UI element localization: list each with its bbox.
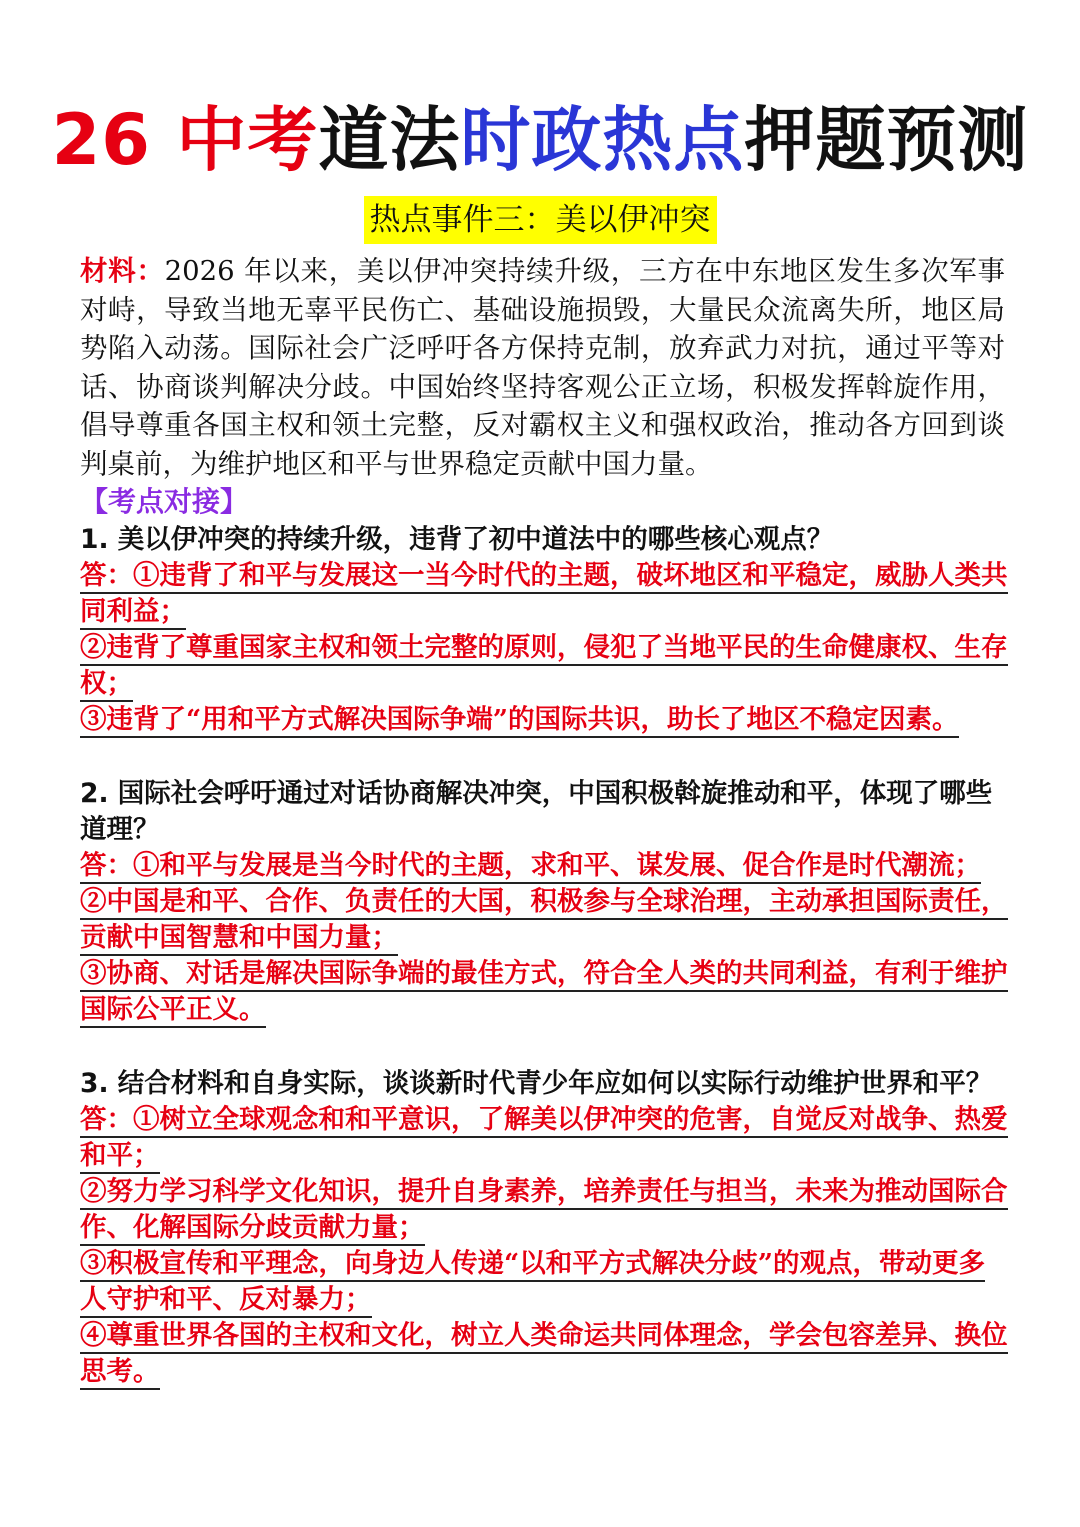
answer-item (80, 1246, 1010, 1318)
answer-item (80, 848, 1010, 884)
event-heading-wrap (0, 196, 1080, 244)
answer-item (80, 956, 1010, 1028)
answer-text: ④尊重世界各国的主权和文化，树立人类命运共同体理念，学会包容差异、换位思考。 (80, 1320, 1008, 1390)
section-heading: 【考点对接】 (80, 485, 249, 518)
answer-text: 答：①违背了和平与发展这一当今时代的主题，破坏地区和平稳定，威胁人类共同利益； (80, 560, 1008, 630)
question-text: 2. 国际社会呼吁通过对话协商解决冲突，中国积极斡旋推动和平，体现了哪些道理？ (80, 778, 993, 845)
answer-item (80, 558, 1010, 630)
answer-text: ②中国是和平、合作、负责任的大国，积极参与全球治理，主动承担国际责任，贡献中国智慧和中国力量； (80, 886, 1008, 956)
answer-text: ②违背了尊重国家主权和领土完整的原则，侵犯了当地平民的生命健康权、生存权； (80, 632, 1008, 702)
page-title (0, 98, 1080, 182)
question-text: 1. 美以伊冲突的持续升级，违背了初中道法中的哪些核心观点？ (80, 524, 834, 555)
question-block-2 (80, 776, 1010, 1028)
title-part-subject: 道法 (318, 99, 461, 181)
answer-text: ③违背了“用和平方式解决国际争端”的国际共识，助长了地区不稳定因素。 (80, 704, 959, 738)
event-heading: 热点事件三：美以伊冲突 (364, 196, 717, 244)
title-part-hotspot: 时政热点 (460, 99, 745, 181)
material-label: 材料： (80, 255, 165, 287)
answer-text: ③协商、对话是解决国际争端的最佳方式，符合全人类的共同利益，有利于维护国际公平正义。 (80, 958, 1008, 1028)
title-part-prediction: 押题预测 (744, 99, 1029, 181)
answer-item (80, 1102, 1010, 1174)
answer-text: 答：①树立全球观念和和平意识，了解美以伊冲突的危害，自觉反对战争、热爱和平； (80, 1104, 1008, 1174)
question-block-1 (80, 522, 1010, 738)
title-part-exam: 26 中考 (51, 99, 319, 181)
answer-item (80, 702, 1010, 738)
answer-text: ③积极宣传和平理念，向身边人传递“以和平方式解决分歧”的观点，带动更多人守护和平、反对暴力； (80, 1248, 985, 1318)
answer-item (80, 1318, 1010, 1390)
material-text: 2026 年以来，美以伊冲突持续升级，三方在中东地区发生多次军事对峙，导致当地无辜平民伤亡、基础设施损毁，大量民众流离失所，地区局势陷入动荡。国际社会广泛呼吁各方保持克制，放弃武力对抗，通过平等对话、协商谈判解决分歧。中国始终坚持客观公正立场，积极发挥斡旋作用，倡导尊重各国主权和领土完整，反对霸权主义和强权政治，推动各方回到谈判桌前，为维护地区和平与世界稳定贡献中国力量。 (80, 255, 1006, 480)
question-block-3 (80, 1066, 1010, 1390)
answer-text: 答：①和平与发展是当今时代的主题，求和平、谋发展、促合作是时代潮流； (80, 850, 981, 884)
answer-item (80, 630, 1010, 702)
answer-item (80, 884, 1010, 956)
answer-item (80, 1174, 1010, 1246)
question-text: 3. 结合材料和自身实际，谈谈新时代青少年应如何以实际行动维护世界和平？ (80, 1068, 993, 1099)
material-paragraph (80, 252, 1005, 483)
answer-text: ②努力学习科学文化知识，提升自身素养，培养责任与担当，未来为推动国际合作、化解国际分歧贡献力量； (80, 1176, 1008, 1246)
